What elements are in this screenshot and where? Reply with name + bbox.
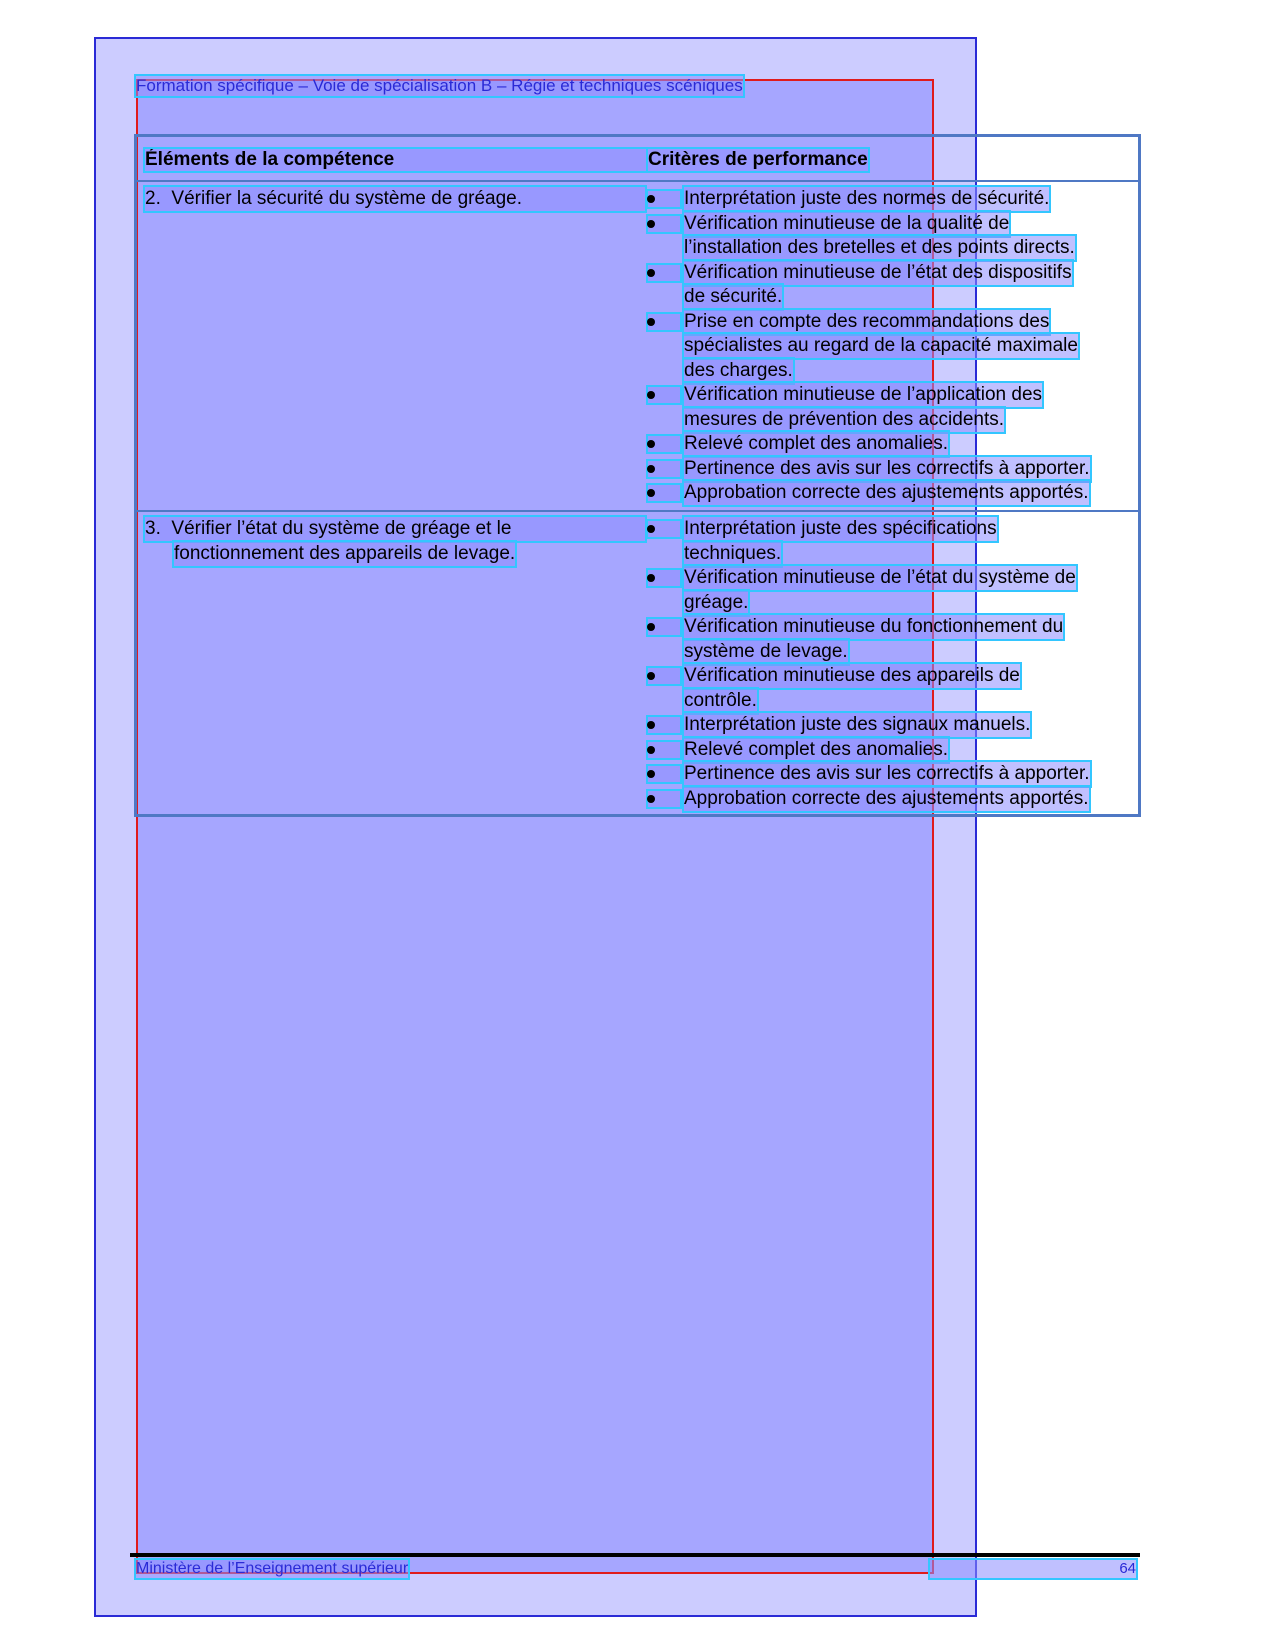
bullet-icon bbox=[647, 391, 655, 399]
criterion-line: Vérification minutieuse de la qualité de bbox=[684, 212, 1010, 234]
competence-element-line: fonctionnement des appareils de levage. bbox=[174, 542, 516, 564]
criterion-line: Vérification minutieuse de l’application des bbox=[684, 384, 1043, 405]
bullet-icon bbox=[647, 489, 655, 497]
criterion-line: Prise en compte des recommandations des bbox=[684, 310, 1050, 332]
bullet-icon bbox=[647, 269, 655, 277]
criterion-line: de sécurité. bbox=[684, 286, 783, 307]
bullet-icon bbox=[647, 220, 655, 228]
criterion-line: des charges. bbox=[684, 359, 793, 381]
bullet-icon bbox=[647, 795, 655, 803]
criterion-line: mesures de prévention des accidents. bbox=[684, 408, 1005, 430]
bullet-icon bbox=[647, 770, 655, 778]
page-number: 64 bbox=[930, 1560, 1136, 1578]
criterion-line: contrôle. bbox=[684, 689, 757, 711]
criterion-line: Interprétation juste des signaux manuels. bbox=[684, 714, 1031, 735]
table-header-rule bbox=[136, 180, 1139, 182]
bullet-icon bbox=[647, 746, 655, 754]
competence-element-line: 2. Vérifier la sécurité du système de gréage. bbox=[145, 187, 645, 211]
bullet-icon bbox=[647, 574, 655, 582]
criterion-line: système de levage. bbox=[684, 640, 848, 662]
criterion-line: Pertinence des avis sur les correctifs à apporter. bbox=[684, 457, 1090, 479]
criterion-line: Relevé complet des anomalies. bbox=[684, 433, 949, 454]
criterion-line: Vérification minutieuse des appareils de bbox=[684, 665, 1020, 686]
bullet-icon bbox=[647, 721, 655, 729]
criterion-line: Pertinence des avis sur les correctifs à apporter. bbox=[684, 763, 1090, 784]
table-row-rule bbox=[136, 510, 1139, 512]
criterion-line: Relevé complet des anomalies. bbox=[684, 738, 949, 760]
running-header: Formation spécifique – Voie de spécialisation B – Régie et techniques scéniques bbox=[136, 76, 743, 95]
criterion-line: Approbation correcte des ajustements apportés. bbox=[684, 787, 1089, 809]
criterion-line: gréage. bbox=[684, 591, 749, 613]
criterion-line: Vérification minutieuse de l’état des dispositifs bbox=[684, 261, 1072, 283]
competence-element-line: 3. Vérifier l’état du système de gréage et le bbox=[145, 517, 645, 541]
criterion-line: Interprétation juste des normes de sécurité. bbox=[684, 188, 1050, 209]
footer-ministry: Ministère de l’Enseignement supérieur bbox=[136, 1560, 409, 1577]
criterion-line: spécialistes au regard de la capacité maximale bbox=[684, 335, 1078, 356]
criterion-line: Vérification minutieuse de l’état du système de bbox=[684, 567, 1076, 588]
criterion-line: Approbation correcte des ajustements apportés. bbox=[684, 482, 1089, 503]
bullet-icon bbox=[647, 318, 655, 326]
bullet-icon bbox=[647, 672, 655, 680]
bullet-icon bbox=[647, 440, 655, 448]
bullet-icon bbox=[647, 623, 655, 631]
footer-rule bbox=[130, 1553, 1140, 1557]
bullet-icon bbox=[647, 195, 655, 203]
column-header-elements: Éléments de la compétence bbox=[145, 149, 646, 171]
bullet-icon bbox=[647, 525, 655, 533]
criterion-line: techniques. bbox=[684, 542, 782, 564]
criterion-line: Vérification minutieuse du fonctionnement du bbox=[684, 616, 1064, 637]
bullet-icon bbox=[647, 465, 655, 473]
criterion-line: l’installation des bretelles et des points directs. bbox=[684, 237, 1075, 258]
column-header-criteria: Critères de performance bbox=[648, 149, 868, 170]
criterion-line: Interprétation juste des spécifications bbox=[684, 518, 997, 539]
